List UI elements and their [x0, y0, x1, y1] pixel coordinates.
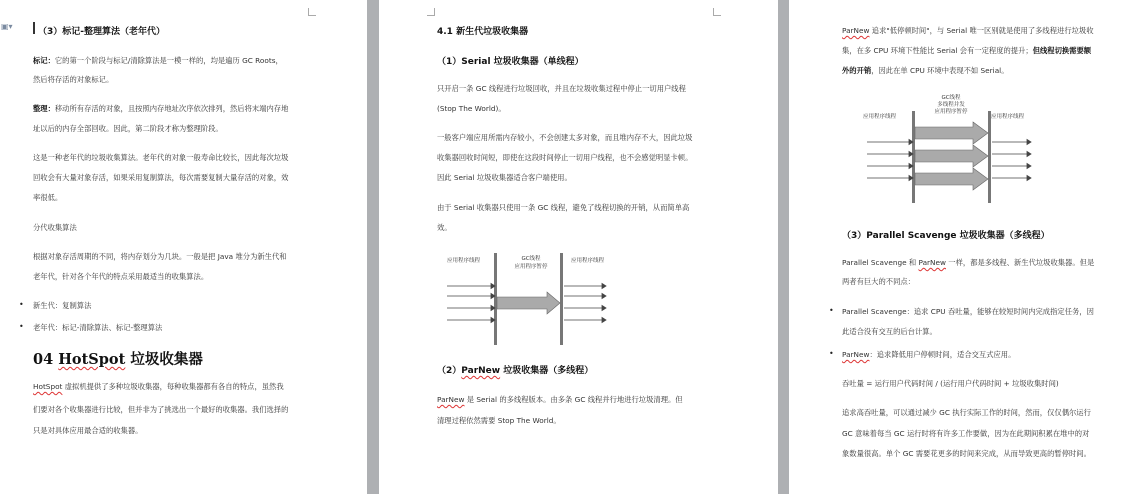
paragraph-line: 追求高吞吐量，可以通过减少 GC 执行实际工作的时间，然而，仅仅偶尔运行	[842, 408, 1091, 417]
paragraph-line: 们要对各个收集器进行比较，但并非为了挑选出一个最好的收集器。我们选择的	[33, 405, 289, 414]
text-span: 移动所有存活的对象，且按照内存地址次序依次排列，然后将末端内存地	[54, 104, 289, 113]
diagram-barrier-left	[912, 111, 915, 203]
spell-flag-word: ParNew	[842, 26, 870, 35]
text-span: 虚拟机提供了多种垃圾收集器，每种收集器都有各自的特点，虽然我	[62, 382, 284, 391]
text-span: ：追求降低用户停顿时间，适合交互式应用。	[869, 350, 1016, 359]
spell-flag-word: ParNew	[437, 395, 465, 404]
paragraph-line: 象数量很高。单个 GC 需要花更多的时间来完成，从而导致更高的暂停时间。	[842, 449, 1091, 458]
paragraph-line: 率很低。	[33, 193, 63, 202]
bullet-icon: •	[829, 349, 834, 358]
heading-mark-compact: （3）标记-整理算法（老年代）	[38, 27, 165, 37]
text-span: 一样，都是多线程、新生代垃圾收集器。但是	[945, 258, 1095, 267]
heading-word: HotSpot	[58, 351, 126, 368]
document-page-2	[379, 0, 778, 494]
document-page-3	[789, 0, 1133, 494]
paragraph-line: 只是对具体应用最合适的收集器。	[33, 426, 143, 435]
diagram-label-pause: 应用程序暂停	[514, 264, 548, 270]
heading-hotspot	[33, 348, 203, 369]
paragraph-line	[33, 56, 283, 66]
heading-pre: （2）	[437, 366, 462, 376]
list-item: Parallel Scavenge：追求 CPU 吞吐量，能够在较短时间内完成指定任务，因	[842, 307, 1094, 316]
margin-corner-mark	[308, 8, 316, 16]
heading-number: 04	[33, 351, 59, 368]
paragraph-line	[33, 382, 284, 392]
paragraph-line: 只开启一条 GC 线程进行垃圾回收，并且在垃圾收集过程中停止一切用户线程	[437, 84, 686, 93]
diagram-barrier-right	[988, 111, 991, 203]
throughput-formula: 吞吐量 = 运行用户代码时间 / (运行用户代码时间 + 垃圾收集时间)	[842, 379, 1059, 388]
paragraph-line: 因此 Serial 垃圾收集器适合客户端使用。	[437, 173, 572, 182]
heading-rest: 垃圾收集器	[125, 351, 203, 368]
paragraph-line	[437, 395, 683, 405]
diagram-label-user-left: 应用程序线程	[863, 114, 897, 120]
bullet-icon: •	[19, 300, 24, 309]
paragraph-line: 然后将存活的对象标记。	[33, 75, 114, 84]
paragraph-line: 老年代，针对各个年代的特点采用最适当的收集算法。	[33, 272, 209, 281]
heading-parnew	[437, 363, 593, 376]
bullet-icon: •	[829, 306, 834, 315]
bold-span: 但线程切换需要额	[1032, 46, 1092, 55]
text-span: Parallel Scavenge 和	[842, 258, 919, 267]
paragraph-line	[842, 46, 1091, 56]
margin-corner-mark	[427, 8, 435, 16]
paragraph-line	[842, 66, 1009, 76]
heading-parallel-scavenge: （3）Parallel Scavenge 垃圾收集器（多线程）	[842, 231, 1050, 241]
diagram-label-user-left: 应用程序线程	[447, 258, 481, 264]
paragraph-line	[842, 26, 1094, 36]
term-compact: 整理：	[33, 104, 55, 113]
heading-young-gen: 4.1 新生代垃圾收集器	[437, 27, 529, 37]
text-span: 集，在多 CPU 环境下性能比 Serial 会有一定程度的提升；	[842, 46, 1033, 55]
paragraph-line: 一般客户端应用所需内存较小，不会创建太多对象，而且堆内存不大，因此垃圾	[437, 133, 693, 142]
paragraph-line: 这是一种老年代的垃圾收集算法。老年代的对象一般寿命比较长，因此每次垃圾	[33, 153, 289, 162]
paragraph-line: (Stop The World)。	[437, 104, 506, 113]
diagram-label-user-right: 应用程序线程	[991, 114, 1025, 120]
text-span: 它的第一个阶段与标记/清除算法是一模一样的，均是遍历 GC Roots，	[54, 56, 283, 65]
heading-word: ParNew	[461, 366, 501, 376]
paragraph-line: GC 意味着每当 GC 运行时将有许多工作要做，因为在此期间积累在堆中的对	[842, 429, 1090, 438]
list-item-cont: 此适合没有交互的后台计算。	[842, 327, 937, 336]
gc-thread-arrows	[915, 122, 988, 190]
margin-corner-mark	[713, 8, 721, 16]
list-item: 新生代：复制算法	[33, 301, 92, 310]
text-span: 追求"低停顿时间"，与 Serial 唯一区别就是使用了多线程进行垃圾收	[869, 26, 1094, 35]
spell-flag-word: HotSpot	[33, 382, 63, 391]
term-mark: 标记：	[33, 56, 55, 65]
diagram-barrier-left	[494, 253, 497, 345]
heading-serial: （1）Serial 垃圾收集器（单线程）	[437, 57, 584, 67]
parnew-gc-diagram	[861, 92, 1036, 204]
paragraph-line: 回收会有大量对象存活，如果采用复制算法，每次需要复制大量存活的对象，效	[33, 173, 289, 182]
paragraph-line: 收集器回收时间短，即使在这段时间停止一切用户线程，也不会感觉明显卡顿。	[437, 153, 693, 162]
serial-gc-diagram	[439, 250, 619, 346]
diagram-label-user-right: 应用程序线程	[571, 258, 605, 264]
paragraph-line: 分代收集算法	[33, 223, 77, 232]
list-item	[842, 350, 1015, 360]
spell-flag-word: ParNew	[918, 258, 946, 267]
gc-thread-arrow	[497, 292, 560, 314]
paragraph-line: 两者有巨大的不同点：	[842, 277, 915, 286]
document-page-1	[0, 0, 367, 494]
paragraph-line: 由于 Serial 收集器只使用一条 GC 线程，避免了线程切换的开销，从而简单高	[437, 203, 690, 212]
diagram-barrier-right	[560, 253, 563, 345]
paragraph-line: 根据对象存活周期的不同，将内存划分为几块。一般是把 Java 堆分为新生代和	[33, 252, 287, 261]
heading-post: 垃圾收集器（多线程）	[500, 366, 594, 376]
text-span: ，因此在单 CPU 环境中表现不如 Serial。	[871, 66, 1009, 75]
bullet-icon: •	[19, 322, 24, 331]
document-icon: ▣▾	[1, 22, 13, 31]
diagram-label-gc: GC线程	[941, 95, 961, 101]
bold-span: 外的开销	[842, 66, 872, 75]
paragraph-line: 清理过程依然需要 Stop The World。	[437, 416, 561, 425]
paragraph-line: 址以后的内存全部回收。因此，第二阶段才称为整理阶段。	[33, 124, 223, 133]
text-span: 是 Serial 的多线程版本。由多条 GC 线程并行地进行垃圾清理。但	[464, 395, 683, 404]
paragraph-line: 效。	[437, 223, 452, 232]
cursor-bar	[33, 22, 35, 34]
list-item: 老年代：标记-清除算法、标记-整理算法	[33, 323, 163, 332]
diagram-label-concurrent: 多线程并发	[937, 102, 965, 108]
spell-flag-word: ParNew	[842, 350, 870, 359]
paragraph-line	[842, 258, 1094, 268]
diagram-label-pause: 应用程序暂停	[934, 109, 968, 115]
paragraph-line	[33, 104, 288, 114]
diagram-label-gc: GC线程	[521, 256, 541, 262]
